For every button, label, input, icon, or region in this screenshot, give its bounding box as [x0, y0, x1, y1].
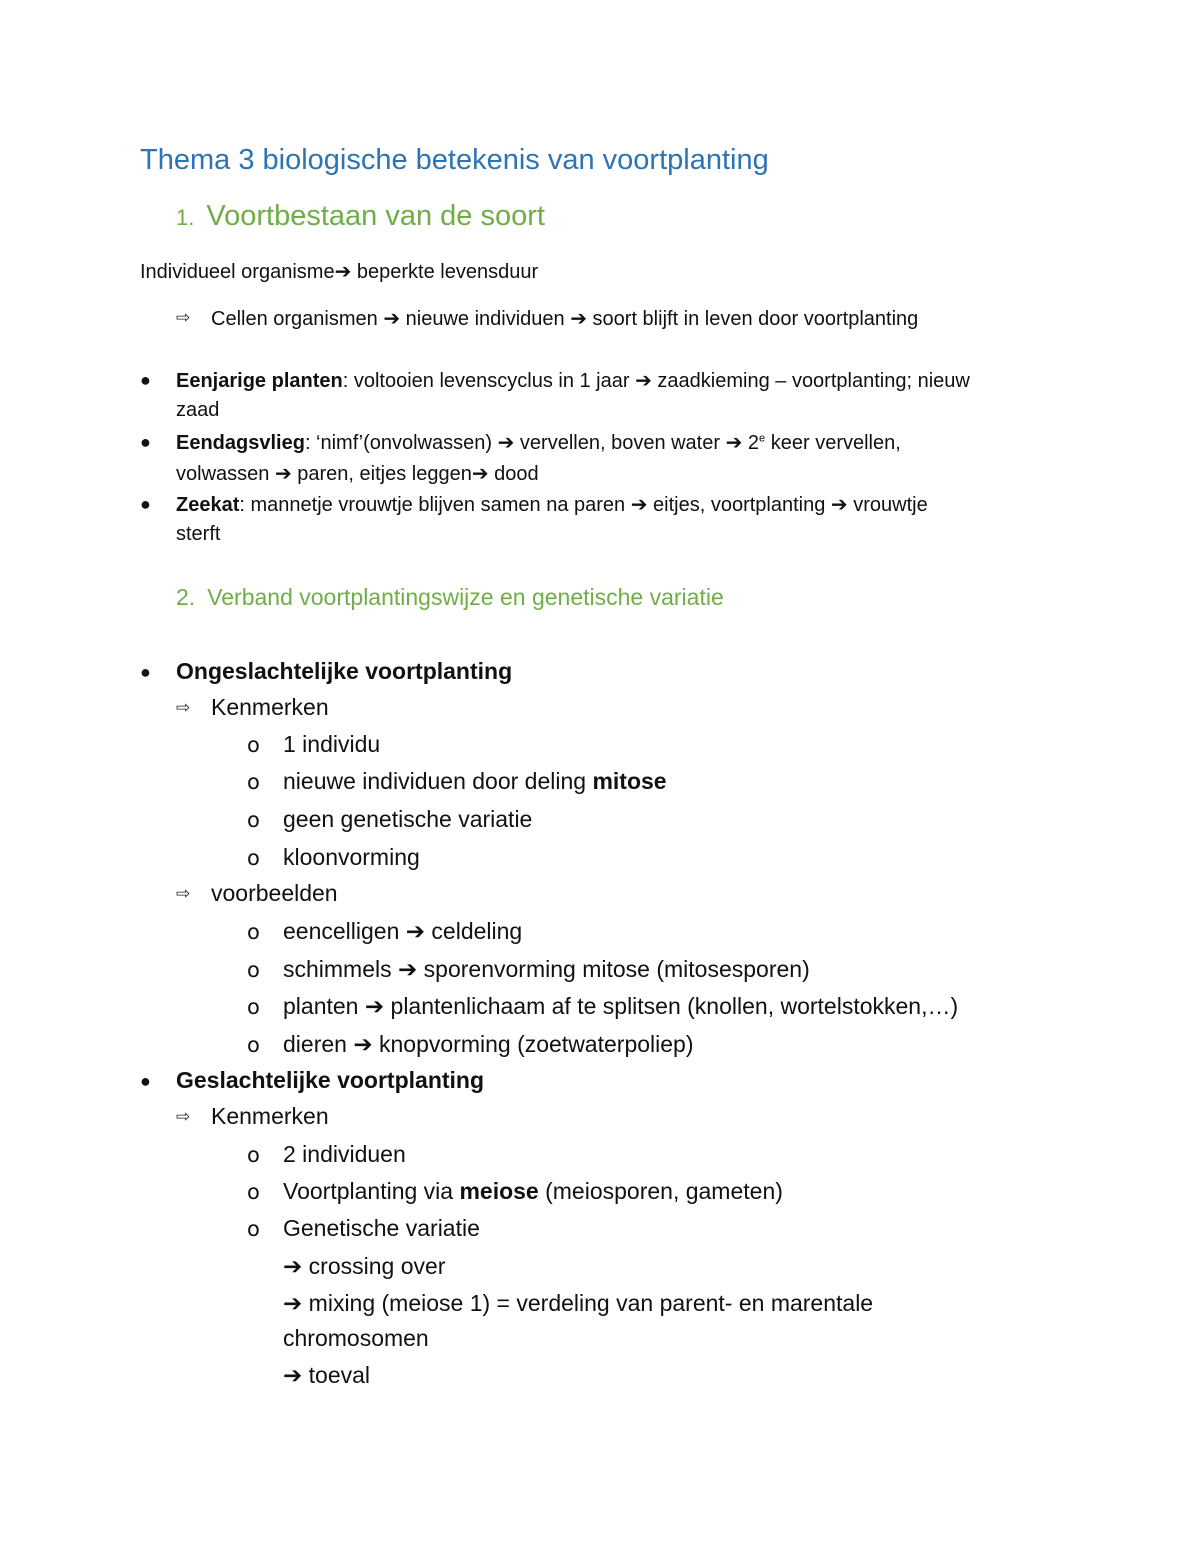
genetic-variation-item: [283, 1362, 370, 1389]
bullet-icon: ●: [140, 432, 151, 452]
circle-bullet-icon: o: [247, 1143, 260, 1167]
arrow-icon: ➔: [630, 492, 648, 516]
geslachtelijk-title: Geslachtelijke voortplanting: [176, 1067, 485, 1093]
b2-text-c: 2: [742, 432, 760, 454]
section-2-number: 2.: [176, 584, 196, 610]
gk2-text-a: Voortplanting via: [283, 1178, 460, 1204]
circle-bullet-icon: o: [247, 1217, 260, 1241]
b3-text-a: : mannetje vrouwtje blijven samen na paren: [239, 494, 631, 516]
bullet-icon: ●: [140, 1071, 151, 1091]
document-title: Thema 3 biologische betekenis van voortplanting: [140, 144, 769, 176]
section-1-heading-text: Voortbestaan van de soort: [206, 200, 545, 232]
b3-text-b: eitjes, voortplanting: [647, 494, 831, 516]
circle-bullet-icon: o: [247, 1180, 260, 1204]
genetic-variation-item: [283, 1290, 873, 1317]
g1-text: crossing over: [302, 1253, 446, 1279]
b2-line2-a: volwassen: [176, 463, 275, 485]
term-mitose: mitose: [592, 768, 667, 794]
intro-text: Individueel organisme: [140, 261, 335, 283]
v3-text-b: plantenlichaam af te splitsen (knollen, wortelstokken,…): [384, 993, 959, 1019]
arrow-icon: ➔: [830, 492, 848, 516]
circle-bullet-icon: o: [247, 920, 260, 944]
bullet-eendagsvlieg-line2: [176, 461, 539, 486]
g3-text: toeval: [302, 1362, 371, 1388]
arrow-icon: ➔: [334, 259, 352, 283]
section-1-heading: [176, 200, 545, 233]
arrow-icon: ➔: [398, 957, 418, 983]
arrow-icon: ➔: [471, 461, 489, 485]
term-zeekat: Zeekat: [176, 494, 240, 516]
circle-bullet-icon: o: [247, 958, 260, 982]
list-item: [283, 1031, 694, 1058]
v2-text-a: schimmels: [283, 956, 399, 982]
circle-bullet-icon: o: [247, 846, 260, 870]
b2-line2-b: paren, eitjes leggen: [291, 463, 472, 485]
list-item: 2 individuen: [283, 1141, 406, 1167]
superscript-e: e: [759, 432, 766, 445]
intro-text-2: beperkte levensduur: [351, 261, 539, 283]
section-1-number: 1.: [176, 205, 195, 230]
b1-text-b: zaadkieming – voortplanting; nieuw: [651, 370, 970, 392]
list-item: [283, 918, 522, 945]
bullet-icon: ●: [140, 370, 151, 390]
arrow-icon: ➔: [283, 1254, 303, 1280]
intro-line: [140, 259, 538, 284]
hollow-arrow-icon: ⇨: [176, 884, 191, 904]
genetic-variation-item: [283, 1253, 445, 1280]
sub-text-a: Cellen organismen: [211, 308, 384, 330]
list-item: [283, 993, 958, 1020]
arrow-icon: ➔: [383, 306, 401, 330]
b2-text-b: vervellen, boven water: [514, 432, 726, 454]
arrow-icon: ➔: [353, 1032, 373, 1058]
list-item: [283, 768, 667, 795]
arrow-icon: ➔: [635, 368, 652, 392]
v2-text-b: sporenvorming mitose (mitosesporen): [417, 956, 810, 982]
b2-text-d: keer vervellen,: [765, 432, 901, 454]
arrow-icon: ➔: [364, 994, 385, 1020]
v4-text-b: knopvorming (zoetwaterpoliep): [372, 1031, 694, 1057]
bullet-zeekat-line1: [176, 492, 928, 517]
circle-bullet-icon: o: [247, 733, 260, 757]
term-eendagsvlieg: Eendagsvlieg: [176, 432, 305, 454]
arrow-icon: ➔: [283, 1363, 303, 1389]
sub-text-c: soort blijft in leven door voortplanting: [586, 308, 919, 330]
b1-text-a: : voltooien levenscyclus in 1 jaar: [342, 370, 636, 392]
b2-line2-c: dood: [488, 463, 539, 485]
genetic-variation-item-cont: chromosomen: [283, 1325, 429, 1351]
list-item: [283, 1178, 783, 1205]
geslachtelijk-kenmerken-label: Kenmerken: [211, 1103, 329, 1129]
arrow-icon: ➔: [570, 306, 587, 330]
g2-text-a: mixing (meiose 1) = verdeling van parent- en marentale: [302, 1290, 874, 1316]
list-item: Genetische variatie: [283, 1215, 480, 1241]
list-item: geen genetische variatie: [283, 806, 533, 832]
bullet-icon: ●: [140, 494, 151, 514]
v3-text-a: planten: [283, 993, 365, 1019]
circle-bullet-icon: o: [247, 1033, 260, 1057]
v4-text-a: dieren: [283, 1031, 354, 1057]
ongeslachtelijk-title: Ongeslachtelijke voortplanting: [176, 658, 513, 684]
list-item: kloonvorming: [283, 844, 420, 870]
b3-text-c: vrouwtje: [847, 494, 928, 516]
gk2-text-c: (meiosporen, gameten): [538, 1178, 783, 1204]
bullet-eenjarige-line1: [176, 368, 970, 393]
arrow-icon: ➔: [725, 430, 743, 454]
voorbeelden-label: voorbeelden: [211, 880, 338, 906]
ongeslachtelijk-kenmerken-label: Kenmerken: [211, 694, 329, 720]
bullet-icon: ●: [140, 662, 151, 682]
bullet-zeekat-line2: sterft: [176, 523, 221, 545]
circle-bullet-icon: o: [247, 995, 260, 1019]
arrow-icon: ➔: [497, 430, 515, 454]
term-eenjarige: Eenjarige planten: [176, 370, 343, 392]
sub-line: [211, 306, 918, 331]
term-meiose: meiose: [459, 1178, 539, 1204]
list-item: 1 individu: [283, 731, 381, 757]
hollow-arrow-icon: ⇨: [176, 698, 191, 718]
v1-text-b: celdeling: [425, 918, 523, 944]
hollow-arrow-icon: ⇨: [176, 1107, 191, 1127]
section-2-heading: [176, 584, 724, 611]
section-2-heading-text: Verband voortplantingswijze en genetische variatie: [207, 584, 724, 610]
hollow-arrow-icon: ⇨: [176, 308, 191, 328]
bullet-eenjarige-line2: zaad: [176, 399, 220, 421]
k2-text: nieuwe individuen door deling: [283, 768, 593, 794]
v1-text-a: eencelligen: [283, 918, 406, 944]
arrow-icon: ➔: [405, 919, 426, 945]
circle-bullet-icon: o: [247, 770, 260, 794]
arrow-icon: ➔: [274, 461, 292, 485]
b2-text-a: : ‘nimf’(onvolwassen): [304, 432, 498, 454]
sub-text-b: nieuwe individuen: [400, 308, 571, 330]
bullet-eendagsvlieg-line1: [176, 430, 901, 455]
circle-bullet-icon: o: [247, 808, 260, 832]
arrow-icon: ➔: [283, 1291, 303, 1317]
list-item: [283, 956, 810, 983]
